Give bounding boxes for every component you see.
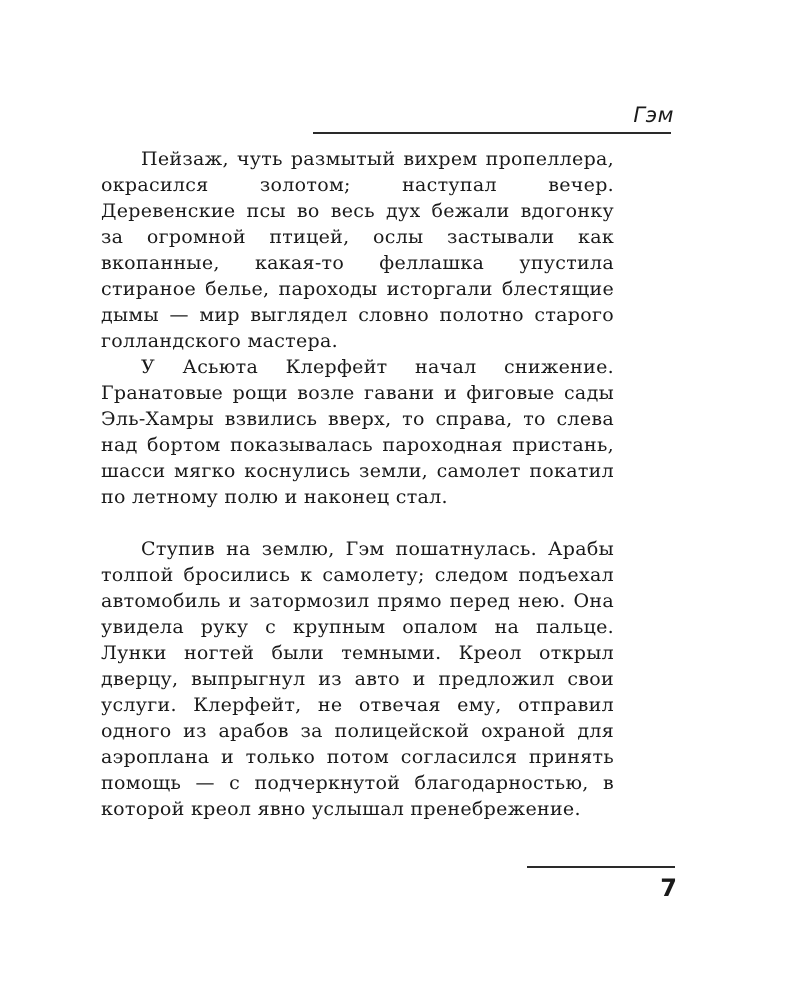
running-header-title: Гэм xyxy=(633,103,674,127)
paragraph: Пейзаж, чуть размытый вихрем пропеллера, окрасился золотом; наступал вечер. Деревенские псы во весь дух бежали вдогонку за огромной птицей, ослы застывали как вкопанные, какая-то феллашка упустила стираное белье, пароходы исторгали блестящие дымы — мир выглядел словно полотно старого голландского мастера. xyxy=(101,148,614,352)
page-number: 7 xyxy=(660,874,677,902)
footer-rule xyxy=(527,866,675,868)
paragraph: У Асьюта Клерфейт начал снижение. Гранатовые рощи возле гавани и фиговые сады Эль-Хамры взвились вверх, то справа, то слева над бортом показывалась пароходная пристань, шасси мягко коснулись земли, самолет покатил по летному полю и наконец стал. xyxy=(101,356,614,508)
body-text xyxy=(101,146,614,822)
header-rule xyxy=(313,132,671,134)
paragraph: Ступив на землю, Гэм пошатнулась. Арабы толпой бросились к самолету; следом подъехал автомобиль и затормозил прямо перед нею. Она увидела руку с крупным опалом на пальце. Лунки ногтей были темными. Креол открыл дверцу, выпрыгнул из авто и предложил свои услуги. Клерфейт, не отвечая ему, отправил одного из арабов за полицейской охраной для аэроплана и только потом согласился принять помощь — с подчеркнутой благодарностью, в которой креол явно услышал пренебрежение. xyxy=(101,538,614,820)
